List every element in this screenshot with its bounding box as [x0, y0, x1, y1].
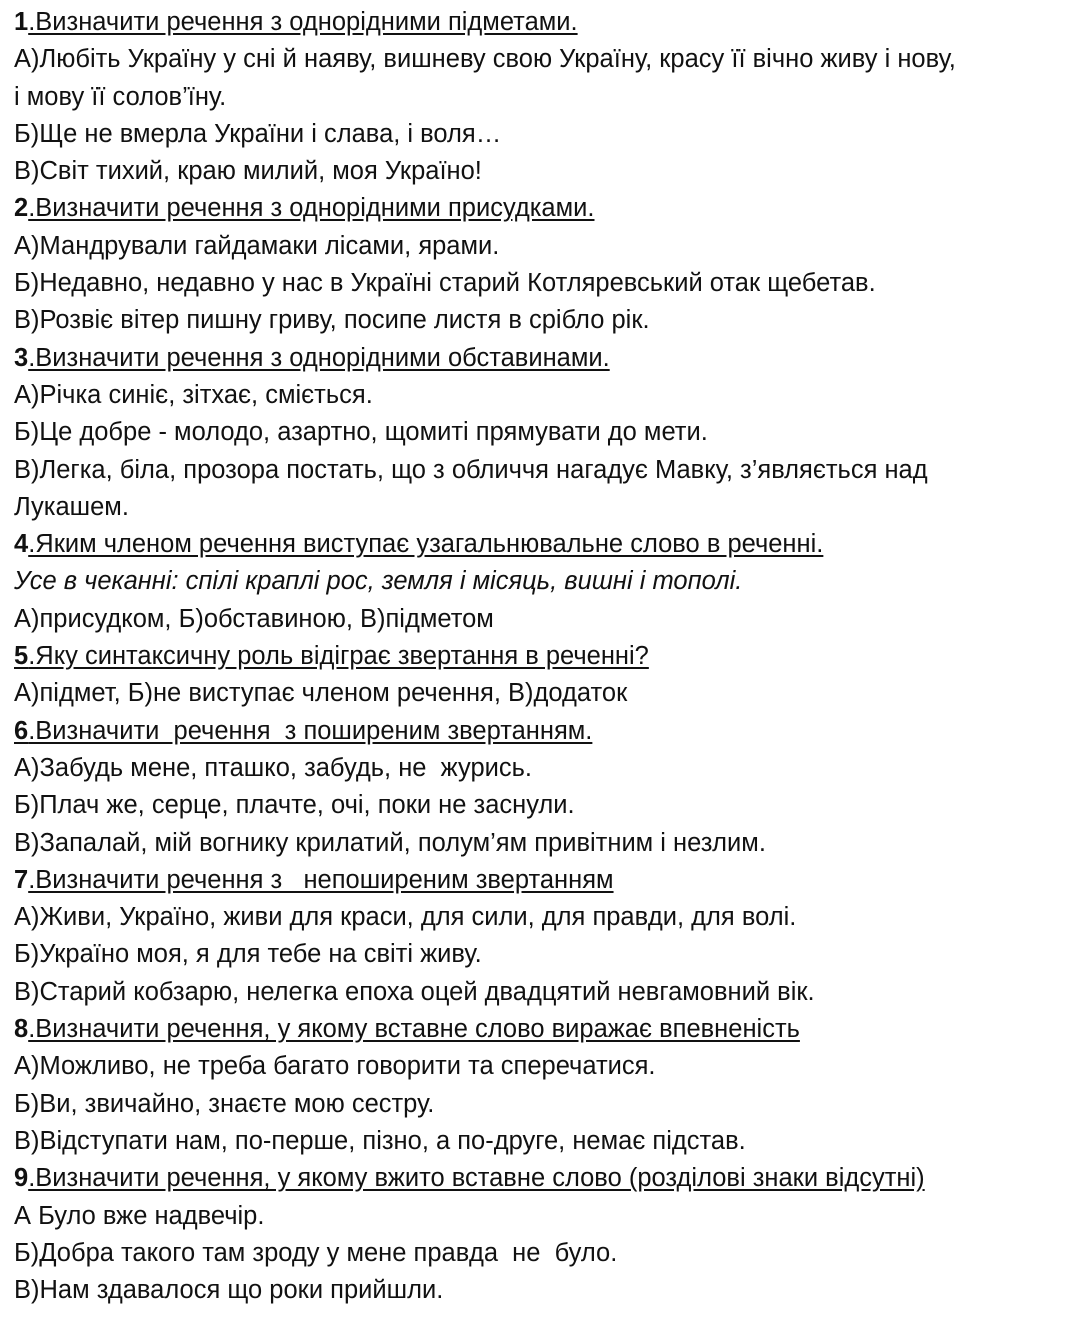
- answer-option: А)присудком, Б)обставиною, В)підметом: [14, 604, 494, 633]
- question-title: .Визначити речення з однорідними присудками.: [28, 194, 595, 223]
- answer-option: А)підмет, Б)не виступає членом речення, В)додаток: [14, 679, 628, 708]
- answer-option: А)Можливо, не треба багато говорити та сперечатися.: [14, 1052, 656, 1081]
- question-title: .Визначити речення з непоширеним звертанням: [28, 865, 614, 894]
- answer-option: В)Старий кобзарю, нелегка епоха оцей двадцятий невгамовний вік.: [14, 977, 815, 1006]
- answer-option-continuation: Лукашем.: [14, 492, 129, 521]
- answer-option: А)Живи, Україно, живи для краси, для сили, для правди, для волі.: [14, 903, 797, 932]
- question-heading: [14, 340, 1066, 377]
- question-number: 3: [14, 343, 29, 372]
- question-heading: [14, 638, 1066, 675]
- question-title: .Визначити речення з однорідними обставинами.: [28, 343, 610, 372]
- question-number: 5: [14, 642, 29, 671]
- question-heading: [14, 526, 1066, 563]
- answer-option: А)Річка синіє, зітхає, сміється.: [14, 380, 373, 409]
- answer-option: А)Любіть Україну у сні й наяву, вишневу свою Україну, красу її вічно живу і нову,: [14, 45, 956, 74]
- answer-option: А)Мандрували гайдамаки лісами, ярами.: [14, 231, 500, 260]
- question-title: .Яку синтаксичну роль відіграє звертання в реченні?: [28, 642, 649, 671]
- question-heading: [14, 862, 1066, 899]
- answer-option: Б)Це добре - молодо, азартно, щомиті прямувати до мети.: [14, 418, 708, 447]
- answer-option: В)Нам здавалося що роки прийшли.: [14, 1276, 444, 1305]
- question-title: .Яким членом речення виступає узагальнювальне слово в реченні.: [28, 530, 824, 559]
- answer-option: Б)Україно моя, я для тебе на світі живу.: [14, 940, 482, 969]
- answer-option: Б)Плач же, серце, плачте, очі, поки не заснули.: [14, 791, 575, 820]
- answer-option: В)Запалай, мій вогнику крилатий, полум’ям привітним і незлим.: [14, 828, 766, 857]
- question-number: 2: [14, 194, 29, 223]
- question-heading: [14, 1160, 1066, 1197]
- question-number: 8: [14, 1015, 29, 1044]
- answer-option: Б)Ви, звичайно, знаєте мою сестру.: [14, 1089, 435, 1118]
- answer-option: Б)Недавно, недавно у нас в Україні старий Котляревський отак щебетав.: [14, 269, 876, 298]
- question-number: 6: [14, 716, 29, 745]
- answer-option: А)Забудь мене, пташко, забудь, не журись.: [14, 753, 533, 782]
- answer-option-continuation: і мову її солов’їну.: [14, 82, 227, 111]
- question-heading: [14, 4, 1066, 41]
- question-number: 4: [14, 530, 29, 559]
- question-number: 1: [14, 8, 29, 36]
- answer-option: В)Світ тихий, краю милий, моя Україно!: [14, 157, 482, 186]
- question-title: .Визначити речення, у якому вжито вставне слово (розділові знаки відсутні): [28, 1164, 925, 1193]
- answer-option: Б)Ще не вмерла України і слава, і воля…: [14, 119, 502, 148]
- question-title: .Визначити речення, у якому вставне слово виражає впевненість: [28, 1015, 800, 1044]
- question-title: .Визначити речення з однорідними підметами.: [28, 8, 578, 36]
- question-number: 7: [14, 865, 29, 894]
- answer-option: А Було вже надвечір.: [14, 1201, 265, 1230]
- question-heading: [14, 1011, 1066, 1048]
- example-sentence: Усе в чеканні: спілі краплі рос, земля і місяць, вишні і тополі.: [14, 567, 743, 596]
- answer-option: Б)Добра такого там зроду у мене правда не було.: [14, 1238, 618, 1267]
- answer-option: В)Розвіє вітер пишну гриву, посипе листя в срібло рік.: [14, 306, 650, 335]
- answer-option: В)Відступати нам, по-перше, пізно, а по-друге, немає підстав.: [14, 1126, 746, 1155]
- question-title: .Визначити речення з поширеним звертанням.: [28, 716, 593, 745]
- question-heading: [14, 713, 1066, 750]
- question-heading: [14, 190, 1066, 227]
- answer-option: В)Легка, біла, прозора постать, що з обличчя нагадує Мавку, з’являється над: [14, 455, 928, 484]
- question-number: 9: [14, 1164, 29, 1193]
